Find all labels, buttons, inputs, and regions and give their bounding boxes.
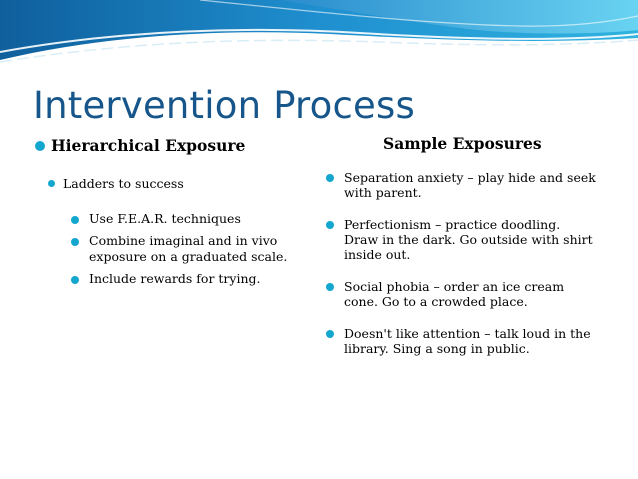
left-item	[48, 176, 184, 191]
slide-title: Intervention Process	[33, 84, 415, 127]
left-item-text: Ladders to success	[63, 176, 184, 191]
right-column-heading: Sample Exposures	[383, 134, 542, 153]
list-item	[71, 211, 296, 228]
wave-highlight-2	[0, 40, 638, 62]
list-item	[326, 326, 598, 356]
left-column-heading	[35, 136, 245, 155]
list-item	[71, 233, 296, 266]
circle-bullet-icon	[71, 276, 79, 284]
circle-bullet-icon	[35, 141, 45, 151]
left-heading-text: Hierarchical Exposure	[51, 136, 246, 155]
exposure-text: Doesn't like attention – talk loud in the library. Sing a song in public.	[344, 326, 591, 356]
circle-bullet-icon	[326, 174, 334, 182]
left-subitem-list	[71, 211, 296, 292]
circle-bullet-icon	[71, 216, 79, 224]
circle-bullet-icon	[326, 283, 334, 291]
right-item-list	[326, 170, 598, 373]
circle-bullet-icon	[326, 330, 334, 338]
subitem-text: Include rewards for trying.	[89, 270, 261, 286]
circle-bullet-icon	[48, 180, 55, 187]
exposure-text: Social phobia – order an ice cream cone. Go to a crowded place.	[344, 279, 565, 309]
circle-bullet-icon	[71, 238, 79, 246]
subitem-text: Use F.E.A.R. techniques	[89, 211, 241, 226]
header-wave-decoration	[0, 0, 638, 80]
exposure-text: Perfectionism – practice doodling. Draw in the dark. Go outside with shirt inside out.	[344, 217, 593, 262]
circle-bullet-icon	[326, 221, 334, 229]
exposure-text: Separation anxiety – play hide and seek with parent.	[344, 170, 596, 200]
list-item	[326, 170, 598, 200]
list-item	[71, 271, 296, 288]
list-item	[326, 217, 598, 262]
list-item	[326, 279, 598, 309]
subitem-text: Combine imaginal and in vivo exposure on a graduated scale.	[89, 232, 288, 264]
